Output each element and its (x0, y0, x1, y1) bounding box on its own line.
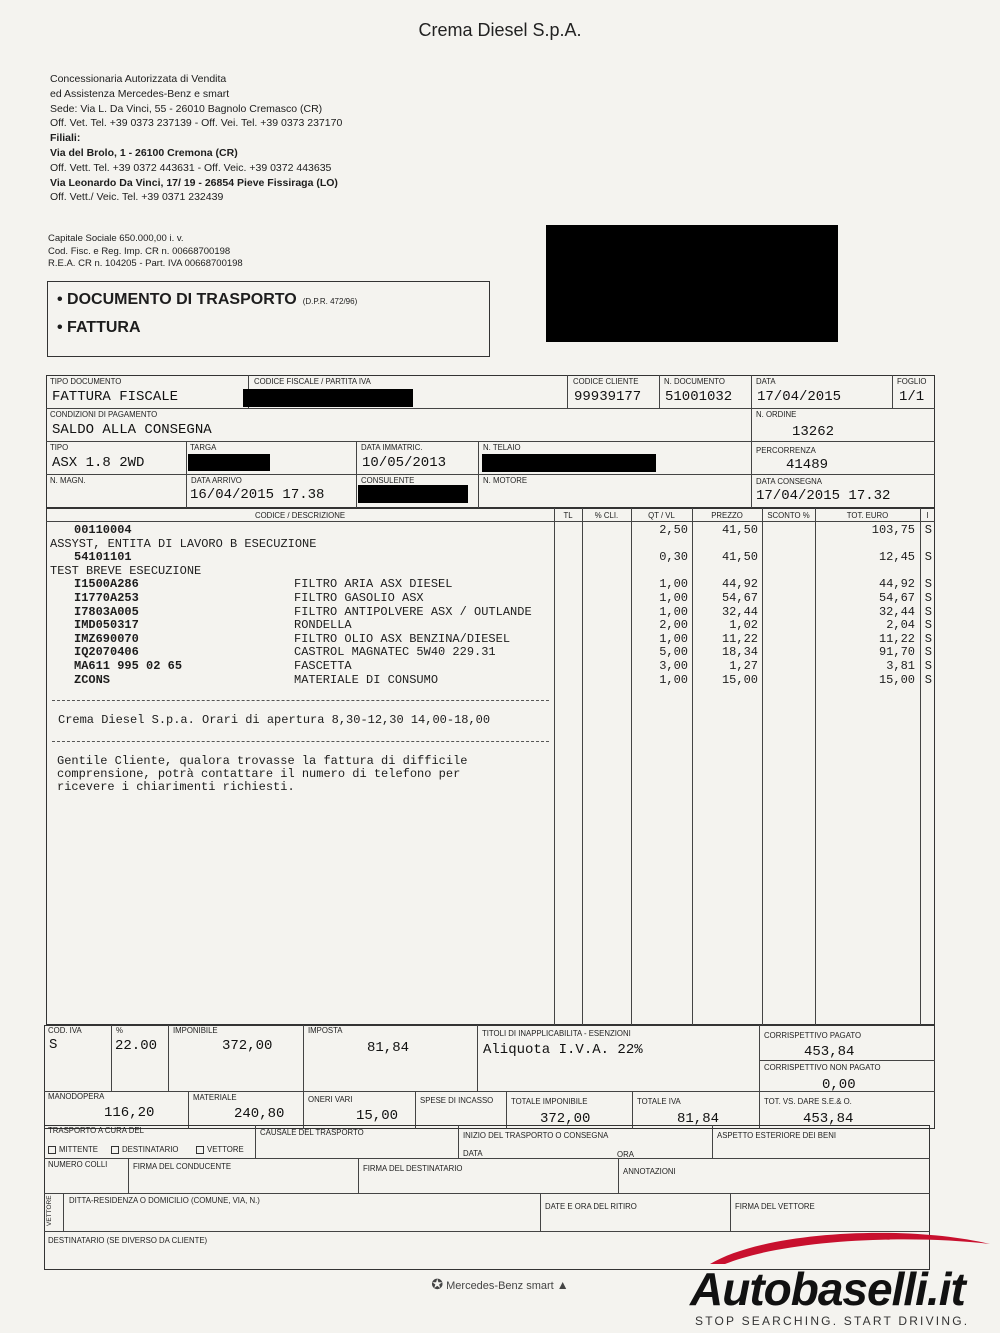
col-tot: TOT. EURO (846, 511, 889, 520)
item-iva-flag: S (924, 659, 932, 673)
item-prezzo: 1,02 (729, 618, 758, 633)
redacted-consulente (358, 485, 468, 503)
label-ditta: DITTA-RESIDENZA O DOMICILIO (COMUNE, VIA, N.) (69, 1196, 260, 1205)
divider (52, 700, 549, 701)
label-foglio: FOGLIO (897, 377, 927, 386)
item-prezzo: 18,34 (721, 645, 758, 660)
col-i: I (926, 511, 929, 520)
label-pct: % (116, 1026, 123, 1035)
item-qt: 3,00 (659, 659, 688, 673)
dealer-line: Off. Vet. Tel. +39 0373 237139 - Off. Vei. Tel. +39 0373 237170 (50, 117, 343, 130)
brands-text: Mercedes-Benz smart (446, 1280, 554, 1292)
item-prezzo: 11,22 (721, 631, 758, 646)
note-line-2: comprensione, potrà contattare il numero di telefono per (57, 767, 461, 781)
item-description: FILTRO OLIO ASX BENZINA/DIESEL (294, 631, 511, 646)
label-tipo-documento: TIPO DOCUMENTO (50, 377, 122, 386)
item-prezzo: 41,50 (721, 550, 758, 565)
label-firma-conducente: FIRMA DEL CONDUCENTE (133, 1162, 232, 1171)
item-code: I1770A253 (74, 591, 139, 605)
label-data-arrivo: DATA ARRIVO (191, 476, 242, 485)
label-data: DATA (756, 377, 776, 386)
label-data-ritiro: DATE E ORA DEL RITIRO (545, 1202, 637, 1211)
label-corr-non-pagato: CORRISPETTIVO NON PAGATO (764, 1063, 881, 1072)
value-n-documento: 51001032 (665, 389, 733, 405)
value-imponibile: 372,00 (222, 1038, 273, 1054)
note-line-3: ricevere i chiarimenti richiesti. (57, 780, 295, 794)
item-prezzo: 32,44 (721, 604, 758, 619)
document-type-box (47, 281, 490, 357)
item-description: CASTROL MAGNATEC 5W40 229.31 (294, 645, 496, 660)
label-materiale: MATERIALE (193, 1093, 237, 1102)
label-titoli: TITOLI DI INAPPLICABILITA - ESENZIONI (482, 1029, 631, 1038)
opening-hours: Crema Diesel S.p.a. Orari di apertura 8,30-12,30 14,00-18,00 (58, 713, 491, 727)
col-sconto: SCONTO % (767, 511, 810, 520)
dealer-line: Via Leonardo Da Vinci, 17/ 19 - 26854 Pieve Fissiraga (LO) (50, 176, 338, 189)
label-ora: ORA (617, 1150, 634, 1159)
item-code: I7803A005 (74, 604, 139, 619)
label-corr-pagato: CORRISPETTIVO PAGATO (764, 1031, 862, 1040)
label-n-ordine: N. ORDINE (756, 410, 797, 419)
item-tot: 103,75 (871, 523, 915, 537)
checkbox-destinatario[interactable] (111, 1146, 119, 1154)
value-oneri: 15,00 (356, 1108, 399, 1124)
item-code: 00110004 (74, 523, 132, 537)
value-data-consegna: 17/04/2015 17.32 (756, 488, 891, 504)
capital-info (48, 233, 243, 271)
capital-line: R.E.A. CR n. 104205 - Part. IVA 00668700198 (48, 258, 243, 270)
option-vettore-text: VETTORE (207, 1145, 244, 1154)
logo-tagline: STOP SEARCHING. START DRIVING. (695, 1314, 970, 1328)
label-vettore-side: VETTORE (46, 1195, 53, 1226)
label-codice-fiscale: CODICE FISCALE / PARTITA IVA (254, 377, 371, 386)
label-inizio: INIZIO DEL TRASPORTO O CONSEGNA (463, 1131, 609, 1140)
capital-line: Cod. Fisc. e Reg. Imp. CR n. 00668700198 (48, 245, 231, 257)
option-mittente[interactable] (48, 1145, 98, 1154)
item-qt: 1,00 (659, 631, 688, 646)
item-iva-flag: S (924, 550, 932, 565)
label-imposta: IMPOSTA (308, 1026, 343, 1035)
dealer-line: Off. Vett. Tel. +39 0372 443631 - Off. Veic. +39 0372 443635 (50, 161, 332, 174)
item-tot: 11,22 (878, 631, 915, 646)
option-vettore[interactable] (196, 1145, 244, 1154)
mitsubishi-icon: ▲ (556, 1278, 569, 1292)
company-name: Crema Diesel S.p.A. (418, 20, 582, 40)
dealer-line: ed Assistenza Mercedes-Benz e smart (50, 87, 230, 100)
label-oneri: ONERI VARI (308, 1095, 353, 1104)
item-tot: 3,81 (886, 659, 915, 673)
value-tot-imponibile: 372,00 (540, 1111, 591, 1127)
value-tipo: ASX 1.8 2WD (52, 455, 145, 471)
col-prezzo: PREZZO (711, 511, 743, 520)
label-targa: TARGA (190, 443, 217, 452)
item-description: ASSYST, ENTITA DI LAVORO B ESECUZIONE (50, 536, 317, 551)
item-tot: 12,45 (878, 550, 915, 565)
item-iva-flag: S (924, 604, 932, 619)
col-tl: TL (563, 511, 573, 520)
col-qt: QT / VL (648, 511, 675, 520)
value-data-arrivo: 16/04/2015 17.38 (190, 487, 325, 503)
label-spese: SPESE DI INCASSO (420, 1096, 494, 1105)
mercedes-star-icon: ✪ (431, 1276, 444, 1292)
item-description: FILTRO GASOLIO ASX (294, 591, 424, 605)
item-code: ZCONS (74, 672, 111, 687)
option-destinatario[interactable] (111, 1145, 178, 1154)
redacted-codice-fiscale (243, 389, 413, 407)
item-description: MATERIALE DI CONSUMO (294, 672, 439, 687)
checkbox-mittente[interactable] (48, 1146, 56, 1154)
value-condizioni: SALDO ALLA CONSEGNA (52, 422, 212, 438)
redacted-targa (188, 454, 270, 471)
redacted-telaio (482, 454, 656, 472)
label-percorrenza: PERCORRENZA (756, 446, 816, 455)
label-annotazioni: ANNOTAZIONI (623, 1167, 676, 1176)
value-data: 17/04/2015 (757, 389, 842, 405)
autobaselli-logo: Autobaselli.it (690, 1263, 965, 1315)
value-corr-non-pagato: 0,00 (822, 1077, 856, 1093)
label-tot-imponibile: TOTALE IMPONIBILE (511, 1097, 588, 1106)
value-codice-cliente: 99939177 (574, 389, 642, 405)
checkbox-vettore[interactable] (196, 1146, 204, 1154)
item-iva-flag: S (924, 591, 932, 605)
note-line-1: Gentile Cliente, qualora trovasse la fattura di difficile (57, 754, 468, 768)
col-cli: % CLI. (594, 511, 619, 520)
divider (52, 741, 549, 742)
label-trasporto: TRASPORTO A CURA DEL (48, 1126, 144, 1135)
item-qt: 5,00 (659, 645, 688, 660)
item-description: FILTRO ANTIPOLVERE ASX / OUTLANDE (294, 604, 532, 619)
item-description: FILTRO ARIA ASX DIESEL (294, 577, 453, 592)
value-corr-pagato: 453,84 (804, 1044, 855, 1060)
item-qt: 0,30 (659, 550, 688, 565)
item-iva-flag: S (924, 618, 932, 633)
col-codice: CODICE / DESCRIZIONE (254, 511, 346, 520)
value-n-ordine: 13262 (792, 424, 835, 440)
item-code: MA611 995 02 65 (74, 659, 183, 673)
dealer-line: Filiali: (50, 132, 81, 145)
label-numero-colli: NUMERO COLLI (48, 1160, 108, 1169)
item-prezzo: 1,27 (729, 659, 758, 673)
label-firma-destinatario: FIRMA DEL DESTINATARIO (363, 1164, 463, 1173)
label-destinatario: DESTINATARIO (SE DIVERSO DA CLIENTE) (48, 1236, 208, 1245)
item-prezzo: 15,00 (721, 672, 758, 687)
label-condizioni: CONDIZIONI DI PAGAMENTO (50, 410, 158, 419)
item-iva-flag: S (924, 672, 932, 687)
item-code: IQ2070406 (74, 645, 139, 660)
label-causale: CAUSALE DEL TRASPORTO (260, 1128, 364, 1137)
dealer-info (50, 72, 342, 205)
item-description: FASCETTA (294, 659, 352, 673)
label-codice-cliente: CODICE CLIENTE (573, 377, 639, 386)
item-tot: 15,00 (878, 672, 915, 687)
item-code: 54101101 (74, 550, 132, 565)
doc-type-transport: • DOCUMENTO DI TRASPORTO (57, 291, 297, 308)
item-tot: 2,04 (886, 618, 915, 633)
redacted-address (546, 225, 838, 342)
item-tot: 44,92 (878, 577, 915, 592)
value-manodopera: 116,20 (104, 1105, 155, 1121)
value-percorrenza: 41489 (786, 457, 829, 473)
item-code: I1500A286 (74, 577, 139, 592)
item-prezzo: 54,67 (721, 591, 758, 605)
label-consulente: CONSULENTE (361, 476, 415, 485)
label-n-telaio: N. TELAIO (483, 443, 521, 452)
label-tot-dare: TOT. VS. DARE S.E.& O. (764, 1097, 852, 1106)
label-data-consegna: DATA CONSEGNA (756, 477, 822, 486)
label-cod-iva: COD. IVA (48, 1026, 82, 1035)
dealer-line: Sede: Via L. Da Vinci, 55 - 26010 Bagnolo Cremasco (CR) (50, 102, 323, 115)
label-n-magn: N. MAGN. (50, 476, 86, 485)
item-tot: 91,70 (878, 645, 915, 660)
item-qt: 1,00 (659, 604, 688, 619)
value-data-immatric: 10/05/2013 (362, 455, 447, 471)
value-imposta: 81,84 (367, 1040, 410, 1056)
capital-line: Capitale Sociale 650.000,00 i. v. (48, 233, 184, 244)
value-foglio: 1/1 (899, 389, 925, 405)
label-aspetto: ASPETTO ESTERIORE DEI BENI (717, 1131, 837, 1140)
value-materiale: 240,80 (234, 1106, 285, 1122)
value-titoli: Aliquota I.V.A. 22% (483, 1042, 643, 1058)
label-n-documento: N. DOCUMENTO (664, 377, 725, 386)
label-tot-iva: TOTALE IVA (637, 1097, 681, 1106)
doc-type-invoice: • FATTURA (57, 319, 141, 336)
item-qt: 2,00 (659, 618, 688, 633)
label-data-immatric: DATA IMMATRIC. (361, 443, 423, 452)
value-cod-iva: S (49, 1037, 58, 1053)
totals-grid (44, 1025, 935, 1129)
item-description: RONDELLA (294, 618, 352, 633)
value-tot-iva: 81,84 (677, 1111, 720, 1127)
item-iva-flag: S (924, 523, 932, 537)
item-iva-flag: S (924, 577, 932, 592)
value-pct: 22.00 (115, 1038, 158, 1054)
label-tipo: TIPO (50, 443, 69, 452)
dealer-line: Concessionaria Autorizzata di Vendita (50, 73, 227, 85)
label-n-motore: N. MOTORE (483, 476, 528, 485)
item-prezzo: 41,50 (721, 523, 758, 537)
dealer-line: Off. Vett./ Veic. Tel. +39 0371 232439 (50, 191, 224, 204)
item-tot: 32,44 (878, 604, 915, 619)
value-tot-dare: 453,84 (803, 1111, 854, 1127)
item-code: IMD050317 (74, 618, 139, 633)
dealer-line: Via del Brolo, 1 - 26100 Cremona (CR) (50, 146, 238, 159)
option-mittente-text: MITTENTE (59, 1145, 98, 1154)
item-qt: 1,00 (659, 591, 688, 605)
item-qt: 2,50 (659, 523, 688, 537)
label-imponibile: IMPONIBILE (173, 1026, 218, 1035)
item-qt: 1,00 (659, 672, 688, 687)
option-destinatario-text: DESTINATARIO (122, 1145, 179, 1154)
value-tipo-documento: FATTURA FISCALE (52, 389, 179, 405)
swoosh-icon (705, 1226, 995, 1266)
item-code: IMZ690070 (74, 631, 139, 646)
label-firma-vettore: FIRMA DEL VETTORE (735, 1202, 815, 1211)
label-manodopera: MANODOPERA (48, 1092, 105, 1101)
item-tot: 54,67 (878, 591, 915, 605)
doc-type-note: (D.P.R. 472/96) (302, 297, 358, 306)
item-iva-flag: S (924, 631, 932, 646)
item-prezzo: 44,92 (721, 577, 758, 592)
label-data-trasporto: DATA (463, 1149, 483, 1158)
item-iva-flag: S (924, 645, 932, 660)
item-qt: 1,00 (659, 577, 688, 592)
item-description: TEST BREVE ESECUZIONE (50, 563, 202, 578)
